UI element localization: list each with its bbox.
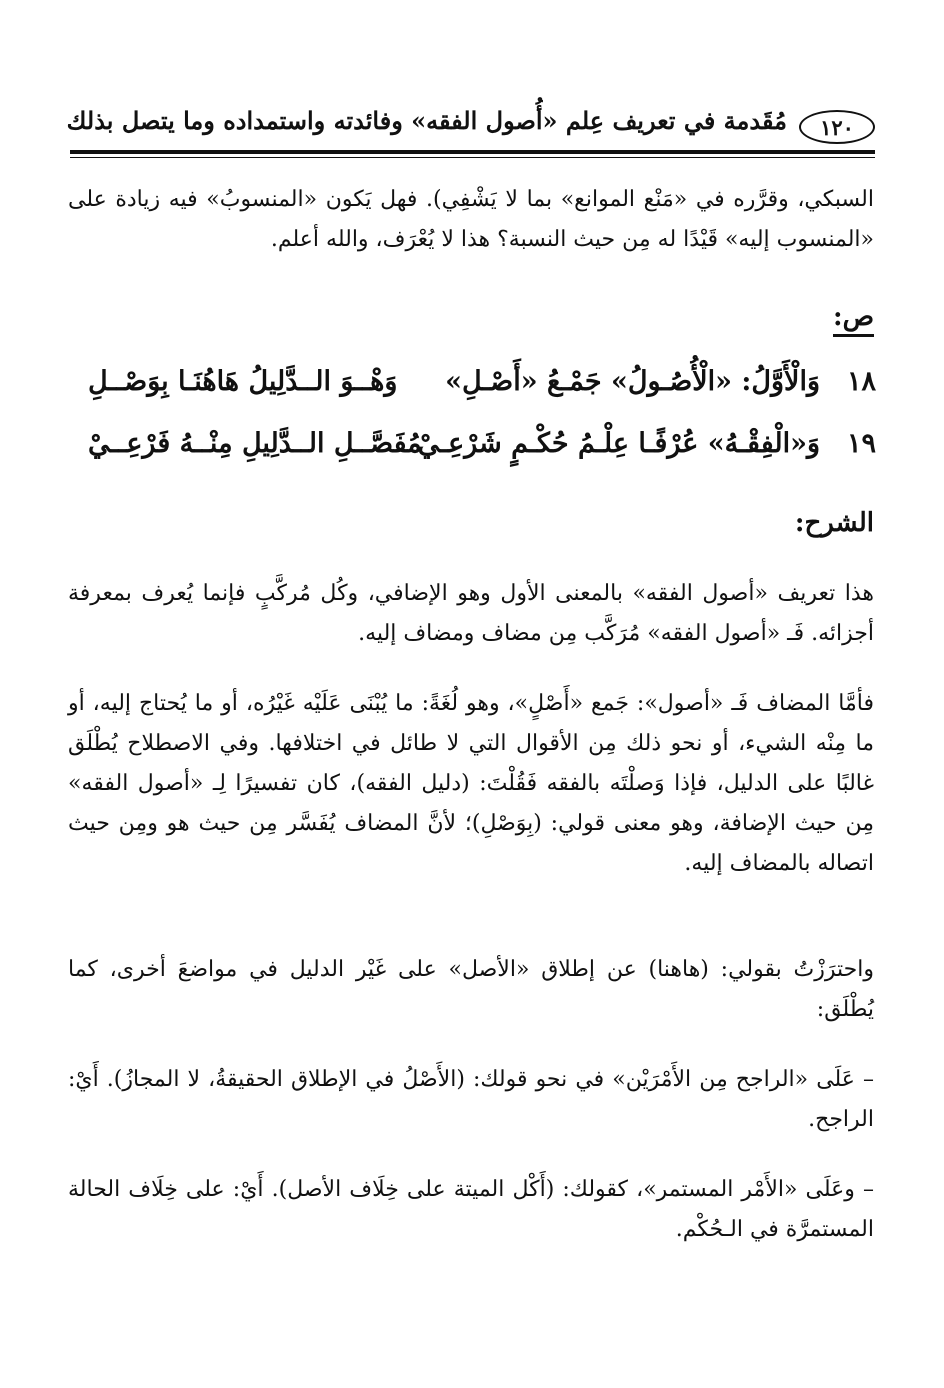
verse-number: ١٩ [846,428,876,459]
running-header [66,100,875,150]
sharh-heading: الشرح: [794,508,874,538]
header-rule-thick [70,150,875,154]
commentary-paragraph: – وعَلَى «الأَمْر المستمر»، كقولك: (أَكْل الميتة على خِلَاف الأصل). أَيْ: على خِلَاف الحالة المستمرَّة في الـحُكْم. [68,1177,874,1242]
commentary-paragraph: فأمَّا المضاف فَـ «أصول»: جَمع «أَصْلٍ»، وهو لُغَةً: ما يُبْنَى عَلَيْه غَيْرُه، أو ما يُحتاج إليه، أو ما مِنْه الشيء، أو نحو ذلك مِن الأقوال التي لا طائل في اختلافها. وفي الاصطلاح يُطْلَق غالبًا على الدليل، فإذا وَصلْتَه بالفقه فَقُلْتَ: (دليل الفقه)، كان تفسيرًا لِـ «أصول الفقه» مِن حيث الإضافة، وهو معنى قولي: (بِوَصْلِ)؛ لأنَّ المضاف يُفَسَّر مِن حيث هو ومِن حيث اتصاله بالمضاف إليه. [68,691,874,876]
verse-first-hemistich: وَالْأَوَّلُ: «الْأُصُـولُ» جَمْـعُ «أَصْـلِ» [445,366,820,397]
commentary-paragraph: هذا تعريف «أصول الفقه» بالمعنى الأول وهو الإضافي، وكُل مُركَّبٍ فإنما يُعرف بمعرفة أجزائه. فَـ «أصول الفقه» مُرَكَّب مِن مضاف ومضاف إليه. [68,581,874,646]
verse-number: ١٨ [846,366,876,397]
verse-second-hemistich: وَهْــوَ الــدَّلِيلُ هَاهُنَـا بِوَصْــلِ [88,366,398,397]
matn-heading: ص: [833,302,874,332]
header-rule-thin [70,157,875,158]
commentary-paragraph: – عَلَى «الراجح مِن الأَمْرَيْن» في نحو قولك: (الأَصْلُ في الإطلاق الحقيقةُ، لا المجازُ). أَيْ: الراجح. [68,1067,874,1132]
verse-second-hemistich: مُفَصَّــلِ الــدَّلِيلِ مِنْــهُ فَرْعِــيْ [88,428,422,459]
page-number: ١٢٠ [799,110,875,144]
verse-first-hemistich: وَ«الْفِقْـهُ» عُرْفًـا عِلْـمُ حُكْـمٍ شَرْعِـيْ [417,428,820,459]
verse-18 [70,366,876,416]
verse-19 [70,428,876,478]
intro-paragraph: السبكي، وقرَّره في «مَنْع الموانع» بما لا يَشْفِي). فهل يَكون «المنسوبُ» فيه زيادة على «المنسوب إليه» قَيْدًا له مِن حيث النسبة؟ هذا لا يُعْرَف، والله أعلم. [68,187,874,252]
commentary-paragraph: واحترَزْتُ بقولي: (هاهنا) عن إطلاق «الأصل» على غَيْر الدليل في مواضعَ أخرى، كما يُطْلَق: [68,957,874,1022]
chapter-title: مُقَدمة في تعريف عِلم «أُصول الفقه» وفائدته واستمداده وما يتصل بذلك [66,106,787,135]
